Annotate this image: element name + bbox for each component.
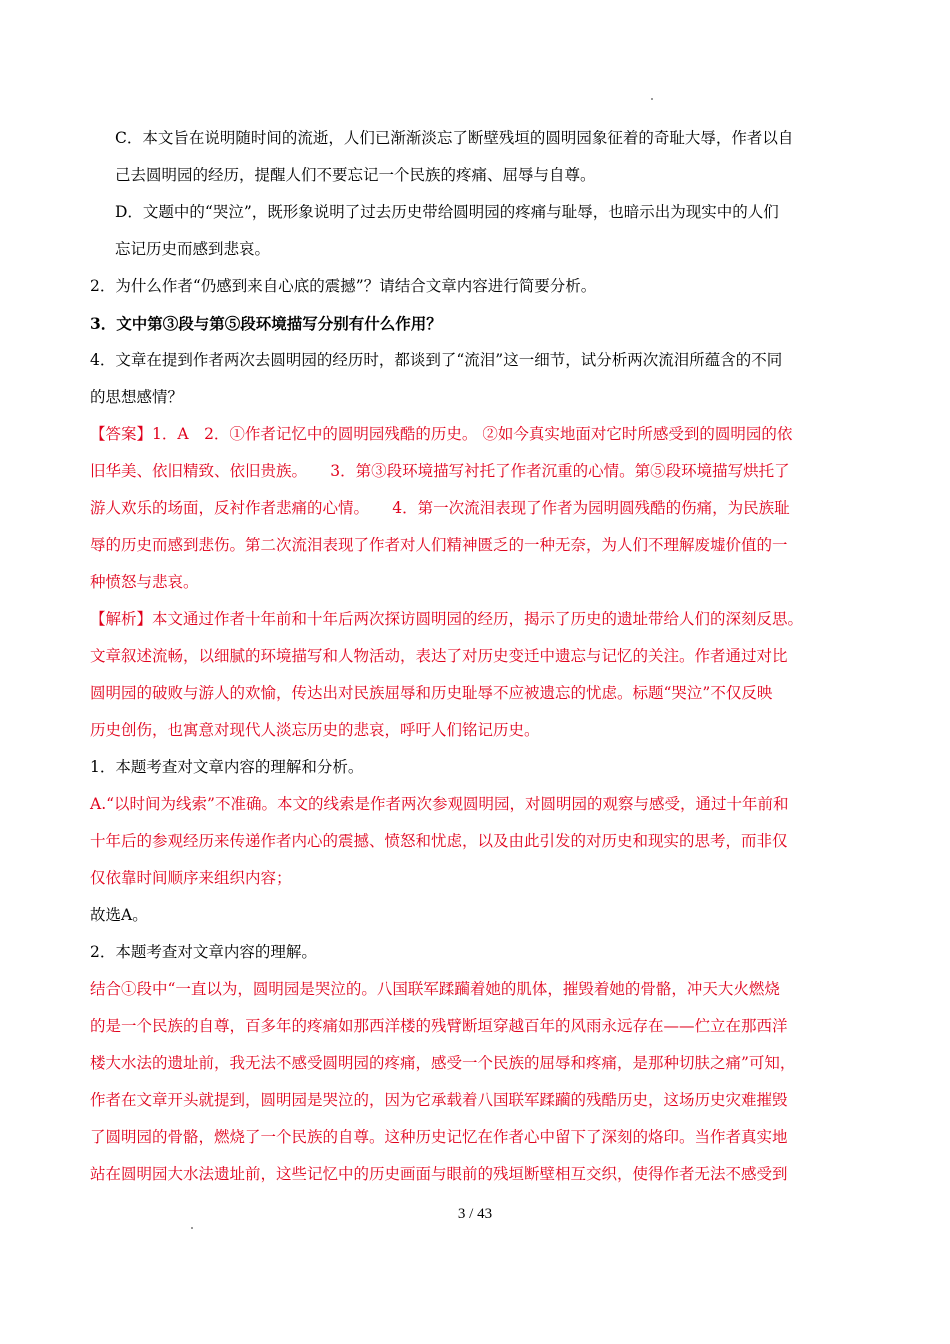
- question-4-line: 4．文章在提到作者两次去圆明园的经历时，都谈到了“流泪”这一细节，试分析两次流泪所蕴含的不同: [90, 351, 783, 369]
- answer-line: 种愤怒与悲哀。: [90, 573, 199, 591]
- answer-tag: 【答案】: [90, 425, 153, 443]
- page-number: 3 / 43: [457, 1206, 493, 1222]
- item-1-line: 仅依靠时间顺序来组织内容；: [90, 869, 292, 887]
- answer-line: 旧华美、依旧精致、依旧贵族。 3．第③段环境描写衬托了作者沉重的心情。第⑤段环境描写烘托了: [90, 462, 790, 480]
- item-2-line: 的是一个民族的自尊，百多年的疼痛如那西洋楼的残臂断垣穿越百年的风雨永远存在——伫立在那西洋: [90, 1017, 788, 1035]
- answer-line: 辱的历史而感到悲伤。第二次流泪表现了作者对人们精神匮乏的一种无奈，为人们不理解废墟价值的一: [90, 536, 788, 554]
- option-d-line: D．文题中的“哭泣”，既形象说明了过去历史带给圆明园的疼痛与耻辱，也暗示出为现实中的人们: [115, 203, 779, 221]
- question-2: 2．为什么作者“仍感到来自心底的震撼”？请结合文章内容进行简要分析。: [90, 277, 597, 295]
- option-d-line: 忘记历史而感到悲哀。: [115, 240, 271, 258]
- analysis-line: [90, 601, 860, 638]
- item-1-line: 十年后的参观经历来传递作者内心的震撼、愤怒和忧虑，以及由此引发的对历史和现实的思考，而非仅: [90, 832, 788, 850]
- option-c-line: 己去圆明园的经历，提醒人们不要忘记一个民族的疼痛、屈辱与自尊。: [115, 166, 596, 184]
- page-mark: [651, 98, 653, 100]
- item-2-line: 站在圆明园大水法遗址前，这些记忆中的历史画面与眼前的残垣断壁相互交织，使得作者无法不感受到: [90, 1165, 788, 1183]
- item-2-heading: 2．本题考查对文章内容的理解。: [90, 943, 317, 961]
- analysis-line: 圆明园的破败与游人的欢愉，传达出对民族屈辱和历史耻辱不应被遗忘的忧虑。标题“哭泣”不仅反映: [90, 684, 773, 702]
- page-content: [90, 120, 860, 1193]
- question-3: 3．文中第③段与第⑤段环境描写分别有什么作用？: [90, 314, 442, 333]
- item-2-line: 结合①段中“一直以为，圆明园是哭泣的。八国联军蹂躏着她的肌体，摧毁着她的骨骼，冲天大火燃烧: [90, 980, 780, 998]
- analysis-line: 文章叙述流畅，以细腻的环境描写和人物活动，表达了对历史变迁中遗忘与记忆的关注。作者通过对比: [90, 647, 788, 665]
- item-1-heading: 1．本题考查对文章内容的理解和分析。: [90, 758, 364, 776]
- answer-text: 1．A 2．①作者记忆中的圆明园残酷的历史。 ②如今真实地面对它时所感受到的圆明园的依: [152, 425, 793, 443]
- item-2-line: 了圆明园的骨骼，燃烧了一个民族的自尊。这种历史记忆在作者心中留下了深刻的烙印。当作者真实地: [90, 1128, 788, 1146]
- analysis-tag: 【解析】: [90, 610, 153, 628]
- analysis-text: 本文通过作者十年前和十年后两次探访圆明园的经历，揭示了历史的遗址带给人们的深刻反思。: [152, 610, 804, 628]
- item-2-line: 楼大水法的遗址前，我无法不感受圆明园的疼痛，感受一个民族的屈辱和疼痛，是那种切肤之痛”可知，: [90, 1054, 796, 1072]
- answer-line: [90, 416, 860, 453]
- option-c-line: C．本文旨在说明随时间的流逝，人们已渐渐淡忘了断壁残垣的圆明园象征着的奇耻大辱，作者以自: [115, 129, 794, 147]
- item-1-choice: 故选A。: [90, 906, 148, 924]
- item-1-line: A.“以时间为线索”不准确。本文的线索是作者两次参观圆明园，对圆明园的观察与感受，通过十年前和: [90, 795, 789, 813]
- answer-line: 游人欢乐的场面，反衬作者悲痛的心情。 4．第一次流泪表现了作者为园明圆残酷的伤痛，为民族耻: [90, 499, 790, 517]
- item-2-line: 作者在文章开头就提到，圆明园是哭泣的，因为它承载着八国联军蹂躏的残酷历史，这场历史灾难摧毁: [90, 1091, 788, 1109]
- question-4-line: 的思想感情？: [90, 388, 184, 406]
- analysis-line: 历史创伤，也寓意对现代人淡忘历史的悲哀，呼吁人们铭记历史。: [90, 721, 540, 739]
- page-mark: [191, 1227, 193, 1229]
